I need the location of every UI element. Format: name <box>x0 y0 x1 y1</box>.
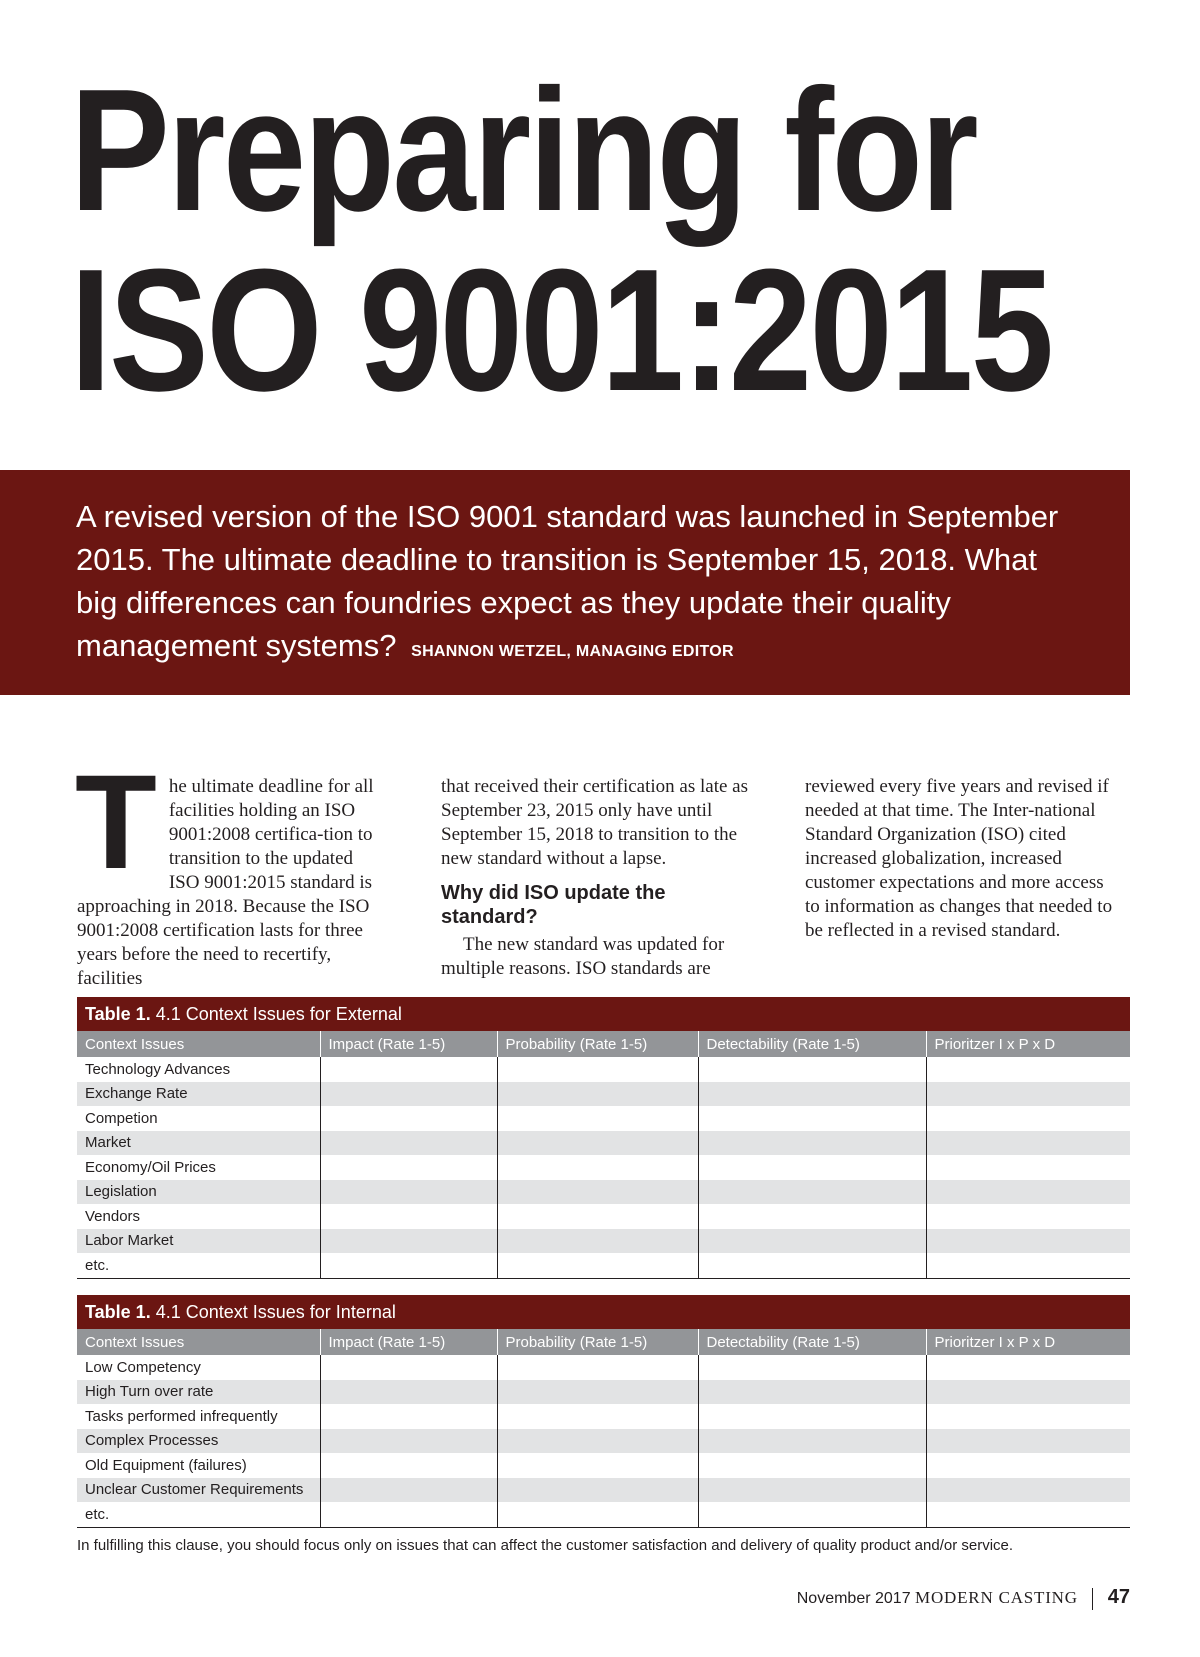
body-column-1 <box>75 748 387 991</box>
rating-cell <box>926 1478 1130 1503</box>
rating-cell <box>926 1404 1130 1429</box>
rating-cell <box>497 1404 698 1429</box>
context-issue-cell: etc. <box>77 1502 320 1527</box>
rating-cell <box>698 1478 926 1503</box>
body-paragraph-3: The new standard was updated for multiple reasons. ISO standards are <box>441 934 725 979</box>
rating-cell <box>320 1057 497 1082</box>
rating-cell <box>926 1082 1130 1107</box>
context-issue-cell: Competion <box>85 1109 158 1127</box>
rating-cell <box>698 1204 926 1229</box>
context-issue-cell: High Turn over rate <box>77 1380 320 1405</box>
column-header: Probability (Rate 1-5) <box>497 1031 698 1057</box>
rating-cell <box>497 1429 698 1454</box>
context-issue-cell: Unclear Customer Requirements <box>77 1478 320 1503</box>
rating-cell <box>698 1106 926 1131</box>
table-row <box>77 1355 1130 1380</box>
article-title <box>70 52 1052 427</box>
body-paragraph-4: reviewed every five years and revised if needed at that time. The Inter-national Standard Organization (ISO) cited increased globalization, increased customer expectations and more access to information as changes that needed to be reflected in a revised standard. <box>805 776 1113 941</box>
rating-cell <box>698 1404 926 1429</box>
rating-cell <box>497 1478 698 1503</box>
rating-cell <box>320 1180 497 1205</box>
page-footer <box>797 1586 1130 1610</box>
context-issue-cell: Technology Advances <box>85 1060 231 1078</box>
context-issue-cell: Legislation <box>77 1180 320 1205</box>
rating-cell <box>698 1355 926 1380</box>
table-row <box>77 1106 1130 1131</box>
rating-cell <box>320 1429 497 1454</box>
rating-cell <box>698 1253 926 1278</box>
rating-cell <box>926 1502 1130 1527</box>
rating-cell <box>320 1204 497 1229</box>
body-paragraph-1: he ultimate deadline for all facilities holding an ISO 9001:2008 certifica-tion to transition to the updated ISO 9001:2015 standard is approaching in 2018. Because the ISO 9001:2008 certification lasts for three years before the need to recertify, facilities <box>77 776 374 989</box>
rating-cell <box>320 1453 497 1478</box>
body-paragraph-2: that received their certification as late as September 23, 2015 only have until September 15, 2018 to transition to the new standard without a lapse. <box>441 776 749 869</box>
context-issue-cell: Old Equipment (failures) <box>85 1456 247 1474</box>
table-row <box>77 1380 1130 1405</box>
table-header-row <box>77 1329 1130 1355</box>
context-issue-cell: Vendors <box>85 1207 141 1225</box>
rating-cell <box>497 1155 698 1180</box>
rating-cell <box>698 1155 926 1180</box>
column-header: Context Issues <box>77 1031 320 1057</box>
rating-cell <box>497 1204 698 1229</box>
table-row <box>77 1131 1130 1156</box>
context-issue-cell: Low Competency <box>85 1358 201 1376</box>
column-header: Context Issues <box>77 1329 320 1355</box>
table-external-caption <box>77 997 1130 1031</box>
page-number: 47 <box>1107 1586 1130 1608</box>
table-footnote: In fulfilling this clause, you should focus only on issues that can affect the customer satisfaction and delivery of quality product and/or service. <box>77 1537 1014 1554</box>
rating-cell <box>497 1106 698 1131</box>
rating-cell <box>497 1355 698 1380</box>
rating-cell <box>698 1131 926 1156</box>
rating-cell <box>698 1380 926 1405</box>
rating-cell <box>497 1180 698 1205</box>
column-header: Impact (Rate 1-5) <box>320 1329 497 1355</box>
table-row <box>77 1082 1130 1107</box>
rating-cell <box>698 1229 926 1254</box>
rating-cell <box>926 1057 1130 1082</box>
table-row <box>77 1429 1130 1454</box>
rating-cell <box>926 1429 1130 1454</box>
footer-divider <box>1092 1588 1093 1610</box>
rating-cell <box>497 1502 698 1527</box>
context-issue-cell: Economy/Oil Prices <box>85 1158 216 1176</box>
rating-cell <box>320 1106 497 1131</box>
rating-cell <box>497 1229 698 1254</box>
rating-cell <box>320 1082 497 1107</box>
table-row <box>77 1057 1130 1082</box>
table-row <box>77 1229 1130 1254</box>
column-header: Prioritzer I x P x D <box>926 1329 1130 1355</box>
byline: SHANNON WETZEL, MANAGING EDITOR <box>411 643 734 660</box>
rating-cell <box>926 1453 1130 1478</box>
rating-cell <box>698 1453 926 1478</box>
table-internal-caption <box>77 1295 1130 1329</box>
body-column-2 <box>441 775 751 981</box>
table-internal-label: Table 1. <box>85 1302 151 1322</box>
rating-cell <box>497 1380 698 1405</box>
rating-cell <box>320 1404 497 1429</box>
drop-cap: T <box>75 748 157 897</box>
column-header: Probability (Rate 1-5) <box>497 1329 698 1355</box>
table-row <box>77 1155 1130 1180</box>
footer-magazine: MODERN CASTING <box>915 1588 1078 1607</box>
section-heading: Why did ISO update the standard? <box>441 882 666 928</box>
context-issue-cell: Market <box>77 1131 320 1156</box>
rating-cell <box>926 1253 1130 1278</box>
rating-cell <box>926 1106 1130 1131</box>
rating-cell <box>320 1253 497 1278</box>
table-row <box>77 1453 1130 1478</box>
table-external-label: Table 1. <box>85 1004 151 1024</box>
table-external-title: 4.1 Context Issues for External <box>155 1004 402 1024</box>
rating-cell <box>320 1478 497 1503</box>
rating-cell <box>497 1453 698 1478</box>
context-issue-cell: Exchange Rate <box>77 1082 320 1107</box>
table-header-row <box>77 1031 1130 1057</box>
column-header: Detectability (Rate 1-5) <box>698 1031 926 1057</box>
title-line-1: Preparing for <box>70 52 977 247</box>
column-header: Impact (Rate 1-5) <box>320 1031 497 1057</box>
context-issue-cell: Labor Market <box>77 1229 320 1254</box>
table-row <box>77 1253 1130 1278</box>
table-external <box>77 997 1130 1279</box>
table-internal <box>77 1295 1130 1528</box>
context-issue-cell: Tasks performed infrequently <box>85 1407 278 1425</box>
column-header: Prioritzer I x P x D <box>926 1031 1130 1057</box>
rating-cell <box>926 1204 1130 1229</box>
rating-cell <box>698 1057 926 1082</box>
rating-cell <box>320 1502 497 1527</box>
rating-cell <box>320 1155 497 1180</box>
rating-cell <box>926 1229 1130 1254</box>
rating-cell <box>698 1502 926 1527</box>
table-row <box>77 1180 1130 1205</box>
body-column-3 <box>805 775 1115 943</box>
context-issue-cell: etc. <box>77 1253 320 1278</box>
rating-cell <box>320 1380 497 1405</box>
rating-cell <box>497 1082 698 1107</box>
title-line-2: ISO 9001:2015 <box>70 232 1052 427</box>
rating-cell <box>926 1131 1130 1156</box>
rating-cell <box>926 1355 1130 1380</box>
column-header: Detectability (Rate 1-5) <box>698 1329 926 1355</box>
context-issue-cell: Complex Processes <box>77 1429 320 1454</box>
table-row <box>77 1478 1130 1503</box>
table-row <box>77 1204 1130 1229</box>
rating-cell <box>926 1155 1130 1180</box>
deck-banner <box>0 470 1130 695</box>
rating-cell <box>698 1429 926 1454</box>
table-row <box>77 1502 1130 1527</box>
rating-cell <box>320 1131 497 1156</box>
deck-text: A revised version of the ISO 9001 standard was launched in September 2015. The ultimate deadline to transition is September 15, 2018. What big differences can foundries expect as they update their quality management systems? <box>76 499 1059 663</box>
table-internal-title: 4.1 Context Issues for Internal <box>155 1302 396 1322</box>
footer-date: November 2017 <box>796 1590 911 1607</box>
rating-cell <box>926 1180 1130 1205</box>
table-row <box>77 1404 1130 1429</box>
rating-cell <box>926 1380 1130 1405</box>
rating-cell <box>698 1180 926 1205</box>
rating-cell <box>497 1253 698 1278</box>
rating-cell <box>698 1082 926 1107</box>
rating-cell <box>497 1057 698 1082</box>
rating-cell <box>320 1355 497 1380</box>
rating-cell <box>497 1131 698 1156</box>
rating-cell <box>320 1229 497 1254</box>
